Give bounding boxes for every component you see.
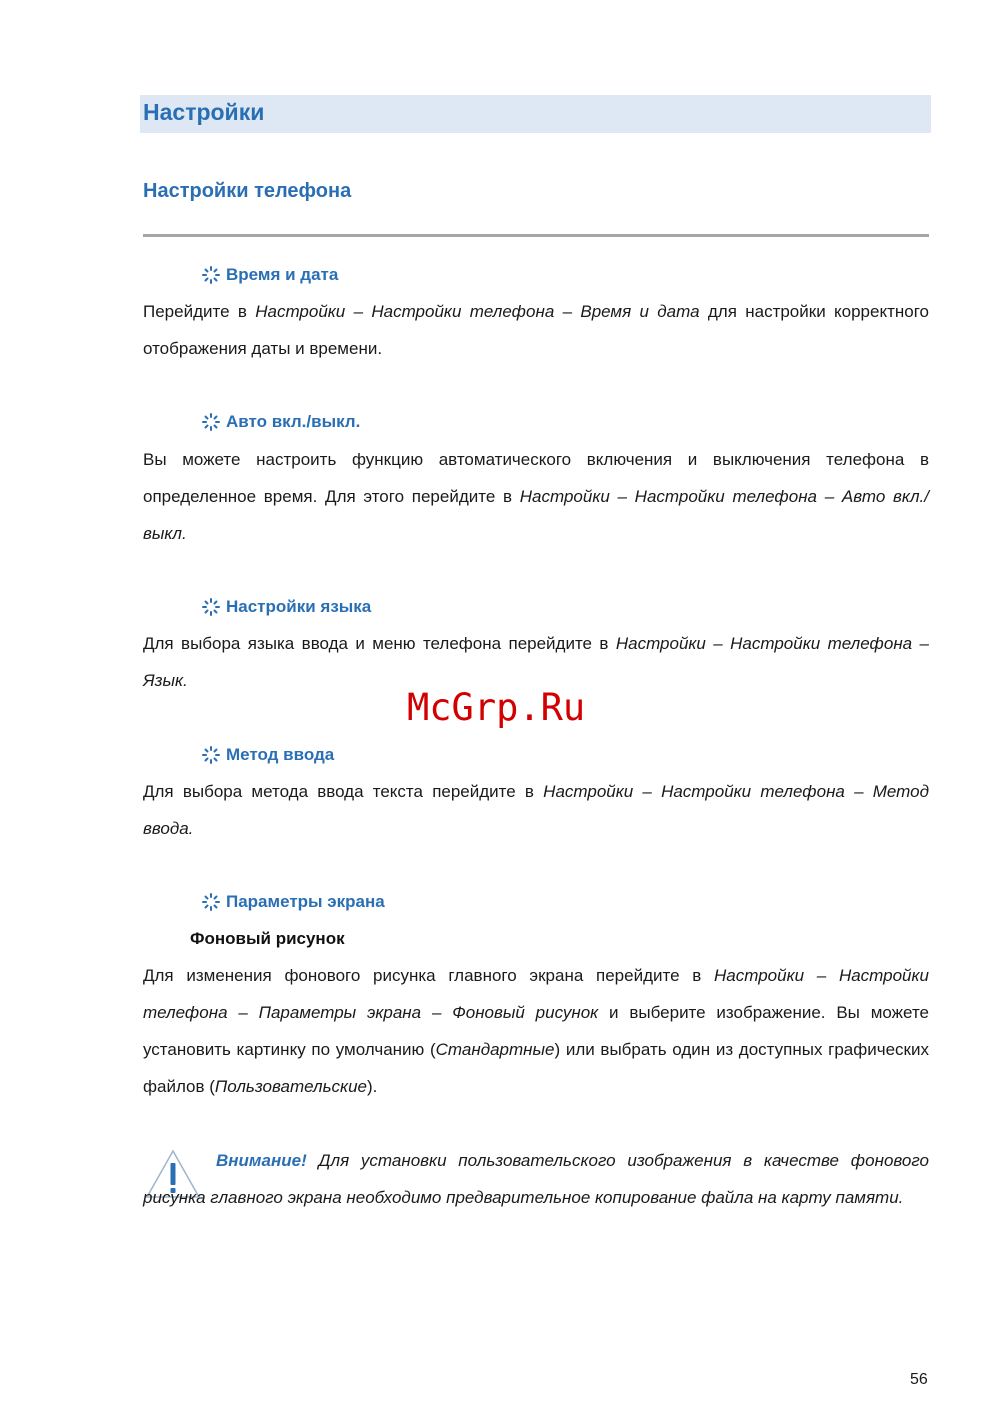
menu-path: Настройки – Настройки телефона – Язык. (143, 634, 929, 690)
text-run: Вы можете настроить функцию автоматического включения и выключения телефона в определенное время. Для этого перейдите в (143, 450, 929, 506)
text-run: для настройки корректного отображения даты и времени. (143, 302, 929, 358)
menu-path: Настройки – Настройки телефона – Параметры экрана – Фоновый рисунок (143, 966, 929, 1022)
text-run: Перейдите в (143, 302, 256, 321)
text-run: Для изменения фонового рисунка главного экрана перейдите в (143, 966, 714, 985)
subsection-heading-display (201, 891, 385, 913)
menu-path: Настройки – Настройки телефона – Авто вкл./выкл. (143, 487, 929, 543)
subsection-title: Настройки языка (226, 597, 372, 616)
text-run: ) или выбрать один из доступных графических файлов ( (143, 1040, 929, 1096)
subsection-heading-auto-onoff (201, 411, 360, 433)
subsection-heading-language (201, 596, 371, 618)
subsection-title: Время и дата (226, 265, 339, 284)
sparkle-bullet-icon (201, 265, 221, 285)
section-divider (143, 234, 929, 237)
option-name: Стандартные (435, 1040, 555, 1059)
sparkle-bullet-icon (201, 892, 221, 912)
page-number: 56 (910, 1371, 928, 1388)
paragraph-time-date (143, 293, 929, 367)
subsection-title: Авто вкл./выкл. (226, 412, 361, 431)
paragraph-input-method (143, 773, 929, 847)
warning-text: Для установки пользовательского изображения в качестве фонового рисунка главного экрана необходимо предварительное копирование файла на карту памяти. (143, 1151, 929, 1207)
text-run: Для выбора языка ввода и меню телефона перейдите в (143, 634, 616, 653)
paragraph-auto-onoff (143, 441, 929, 552)
text-run: Для выбора метода ввода текста перейдите в (143, 782, 544, 801)
watermark: McGrp.Ru (407, 686, 586, 729)
subsection-heading-time-date (201, 264, 338, 286)
warning-note (143, 1142, 929, 1216)
subsection-title: Метод ввода (226, 745, 335, 764)
sparkle-bullet-icon (201, 597, 221, 617)
section-title: Настройки телефона (143, 180, 352, 202)
option-name: Пользовательские (214, 1077, 367, 1096)
sparkle-bullet-icon (201, 412, 221, 432)
menu-path: Настройки – Настройки телефона – Время и дата (255, 302, 700, 321)
warning-label: Внимание! (216, 1151, 307, 1170)
text-run: и выберите изображение. Вы можете установить картинку по умолчанию ( (143, 1003, 929, 1059)
chapter-title: Настройки (143, 99, 265, 125)
text-run: ). (366, 1077, 378, 1096)
paragraph-wallpaper (143, 957, 929, 1105)
sparkle-bullet-icon (201, 745, 221, 765)
subsection-heading-input-method (201, 744, 334, 766)
menu-path: Настройки – Настройки телефона – Метод ввода. (143, 782, 929, 838)
subsection-title: Параметры экрана (226, 892, 385, 911)
wallpaper-heading: Фоновый рисунок (190, 929, 345, 948)
